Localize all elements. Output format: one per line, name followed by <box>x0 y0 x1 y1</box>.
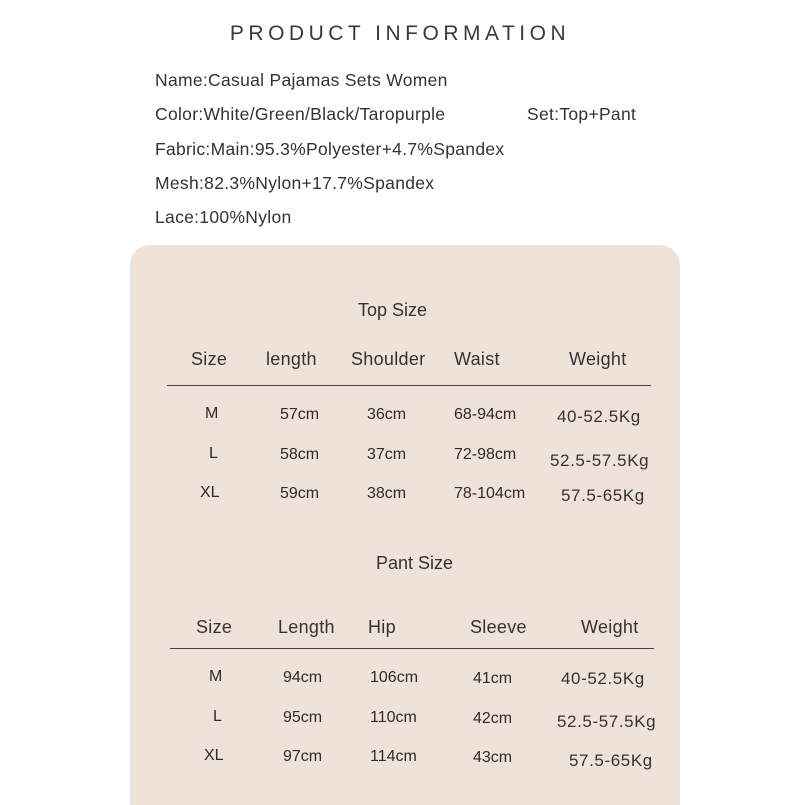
info-mesh: Mesh:82.3%Nylon+17.7%Spandex <box>155 173 435 193</box>
pant-header-weight: Weight <box>581 617 639 637</box>
table-cell: 95cm <box>283 709 323 726</box>
info-fabric: Fabric:Main:95.3%Polyester+4.7%Spandex <box>155 139 505 159</box>
pant-header-size: Size <box>196 617 233 637</box>
info-set: Set:Top+Pant <box>527 104 637 124</box>
table-cell: 57.5-65Kg <box>569 751 653 770</box>
table-cell: 43cm <box>473 749 513 766</box>
table-cell: M <box>209 668 223 685</box>
table-cell: 37cm <box>367 446 407 463</box>
pant-header-hip: Hip <box>368 617 396 637</box>
table-cell: 41cm <box>473 670 513 687</box>
top-size-title: Top Size <box>358 300 428 320</box>
top-header-size: Size <box>191 349 228 369</box>
table-cell: 114cm <box>370 748 417 765</box>
table-cell: 72-98cm <box>454 446 517 463</box>
page-title: PRODUCT INFORMATION <box>229 22 571 45</box>
table-cell: 106cm <box>370 669 419 686</box>
pant-header-sleeve: Sleeve <box>470 617 527 637</box>
table-cell: XL <box>204 747 224 764</box>
table-cell: 78-104cm <box>454 485 526 502</box>
table-cell: 52.5-57.5Kg <box>557 712 657 731</box>
table-cell: 110cm <box>370 709 417 726</box>
info-lace: Lace:100%Nylon <box>155 207 292 227</box>
table-cell: 38cm <box>367 485 407 502</box>
table-cell: 42cm <box>473 710 513 727</box>
top-header-divider <box>167 385 651 386</box>
table-cell: 68-94cm <box>454 406 517 423</box>
table-cell: L <box>213 708 222 725</box>
pant-size-title: Pant Size <box>376 553 454 573</box>
table-cell: 57.5-65Kg <box>561 486 645 505</box>
table-cell: XL <box>200 484 220 501</box>
table-cell: 97cm <box>283 748 323 765</box>
table-cell: M <box>205 405 219 422</box>
top-header-waist: Waist <box>454 349 500 369</box>
table-cell: 40-52.5Kg <box>561 669 645 688</box>
top-header-shoulder: Shoulder <box>351 349 426 369</box>
top-header-length: length <box>266 349 317 369</box>
table-cell: 57cm <box>280 406 320 423</box>
info-color: Color:White/Green/Black/Taropurple <box>155 104 446 124</box>
table-cell: 52.5-57.5Kg <box>550 451 650 470</box>
top-header-weight: Weight <box>569 349 627 369</box>
table-cell: 59cm <box>280 485 320 502</box>
table-cell: 58cm <box>280 446 320 463</box>
info-name: Name:Casual Pajamas Sets Women <box>155 70 448 90</box>
pant-header-length: Length <box>278 617 335 637</box>
table-cell: 36cm <box>367 406 407 423</box>
table-cell: 94cm <box>283 669 323 686</box>
info-color-row <box>155 104 715 125</box>
table-cell: L <box>209 445 218 462</box>
pant-header-divider <box>170 648 654 649</box>
table-cell: 40-52.5Kg <box>557 407 641 426</box>
